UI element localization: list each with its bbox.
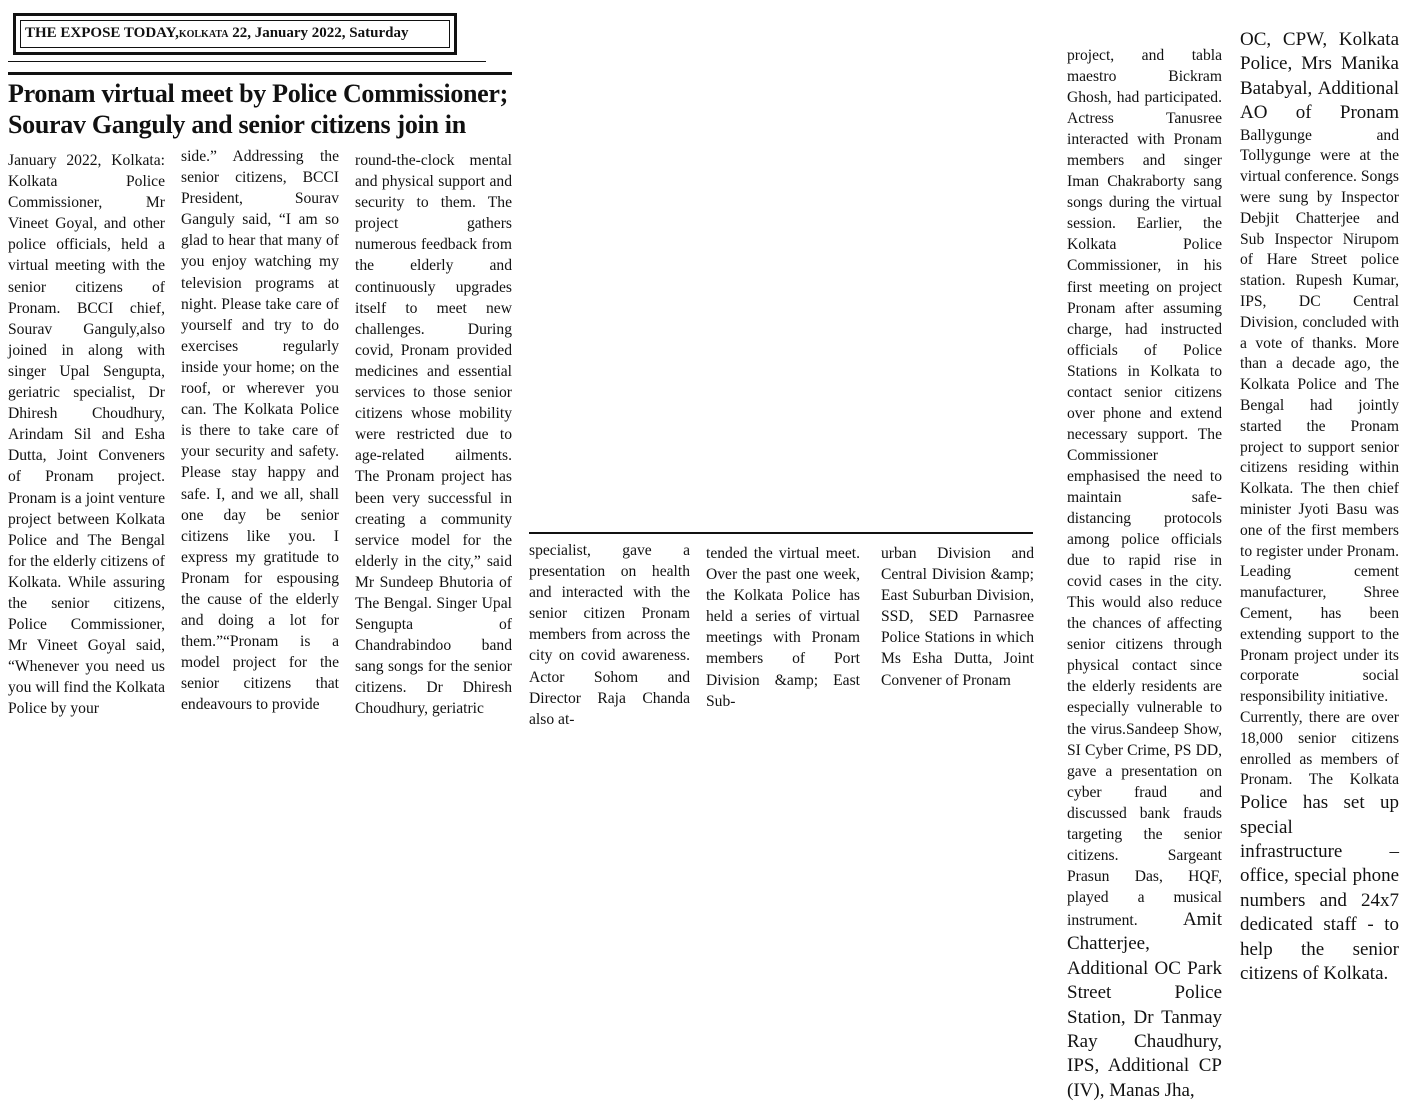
column-8-closing-text: Currently, there are over 18,000 senior citizens enrolled as members of Pronam. The Kolkata xyxy=(1240,708,1399,789)
column-7-text: project, and tabla maestro Bickram Ghosh, had participated. Actress Tanusree interacted with Pronam members and singer Iman Chakraborty sang songs during the virtual session. Earlier, the Kolkata Police Commissioner, in his first meeting on project Pronam after assuming charge, had instructed officials of Police Stations in Kolkata to contact senior citizens over phone and extend necessary support. The Commissioner emphasised the need to maintain safe- distancing protocols among police officials due to rapid rise in covid cases in the city. This would also reduce the chances of affecting senior citizens through physical contact since the elderly residents are especially vulnerable to the virus.Sandeep Show, SI Cyber Crime, PS DD, gave a presentation on cyber fraud and discussed bank frauds targeting the senior citizens. Sargeant Prasun Das, HQF, played a musical instrument. xyxy=(1067,47,1222,929)
section-rule xyxy=(529,532,1033,534)
headline-rule xyxy=(8,72,512,75)
article-column-6: urban Division and Central Division &amp; East Suburban Division, SSD, SED Parnasree Police Stations in which Ms Esha Dutta, Joint Convener of Pronam xyxy=(881,545,1034,689)
masthead-line xyxy=(20,20,450,48)
article-column-2: side.” Addressing the senior citizens, BCCI President, Sourav Ganguly said, “I am so glad to hear that many of you enjoy watching my television programs at night. Please take care of yourself and try to do exercises regularly inside your home; on the roof, or wherever you can. The Kolkata Police is there to take care of your security and safety. Please stay happy and safe. I, and we all, shall one day be senior citizens like you. I express my gratitude to Pronam for espousing the cause of the elderly and doing a lot for them.”“Pronam is a model project for the senior citizens that endeavours to provide xyxy=(181,148,339,714)
masthead-underline xyxy=(8,61,486,62)
article-column-3: round-the-clock mental and physical support and security to them. The project gathers numerous feedback from the elderly and continuously upgrades itself to meet new challenges. During covid, Pronam provided medicines and essential services to those senior citizens whose mobility were restricted due to age-related ailments. The Pronam project has been very successful in creating a community service model for the elderly in the city,” said Mr Sundeep Bhutoria of The Bengal. Singer Upal Sengupta of Chandrabindoo band sang songs for the senior citizens. Dr Dhiresh Choudhury, geriatric xyxy=(355,152,512,718)
headline xyxy=(8,78,528,140)
column-7-large-text: Amit Chatterjee, Additional OC Park Street Police Station, Dr Tanmay Ray Chaudhury, IPS, Additional CP (IV), Manas Jha, xyxy=(1067,908,1222,1101)
article-column-5: tended the virtual meet. Over the past one week, the Kolkata Police has held a series of virtual meetings with Pronam members of Port Division &amp; East Sub- xyxy=(706,545,860,710)
column-8-closing-large-text: Police has set up special infrastructure – office, special phone numbers and 24x7 dedicated staff - to help the senior citizens of Kolkata. xyxy=(1240,792,1399,984)
article-column-1: January 2022, Kolkata: Kolkata Police Commissioner, Mr Vineet Goyal, and other police officials, held a virtual meeting with the senior citizens of Pronam. BCCI chief, Sourav Ganguly,also joined in along with singer Upal Sengupta, geriatric specialist, Dr Dhiresh Choudhury, Arindam Sil and Esha Dutta, Joint Conveners of Pronam project. Pronam is a joint venture project between Kolkata Police and The Bengal for the elderly citizens of Kolkata. While assuring the senior citizens, Police Commissioner, Mr Vineet Goyal said, “Whenever you need us you will find the Kolkata Police by your xyxy=(8,152,165,718)
article-column-7 xyxy=(1067,45,1222,1101)
article-column-8 xyxy=(1240,28,1399,1028)
column-8-large-text: OC, CPW, Kolkata Police, Mrs Manika Batabyal, Additional AO of Pronam xyxy=(1240,29,1399,124)
headline-line-1: Pronam virtual meet by Police Commissioner; xyxy=(8,79,509,108)
dateline-city: KOLKATA xyxy=(178,29,229,40)
headline-line-2: Sourav Ganguly and senior citizens join in xyxy=(8,110,466,139)
column-8-text: Ballygunge and Tollygunge were at the virtual conference. Songs were sung by Inspector Debjit Chatterjee and Sub Inspector Nirupom of Hare Street police station. Rupesh Kumar, IPS, DC Central Division, concluded with a vote of thanks. More than a decade ago, the Kolkata Police and The Bengal had jointly started the Pronam project to support senior citizens residing within Kolkata. The then chief minister Jyoti Basu was one of the first members to register under Pronam. Leading cement manufacturer, Shree Cement, has been extending support to the Pronam project under its corporate social responsibility initiative. xyxy=(1240,126,1399,706)
article-column-4: specialist, gave a presentation on health and interacted with the senior citizen Pronam members from across the city on covid awareness. Actor Sohom and Director Raja Chanda also at- xyxy=(529,542,690,728)
masthead-box xyxy=(13,13,457,55)
newspaper-name: THE EXPOSE TODAY, xyxy=(25,25,179,41)
dateline-date: 22, January 2022, Saturday xyxy=(228,25,409,41)
